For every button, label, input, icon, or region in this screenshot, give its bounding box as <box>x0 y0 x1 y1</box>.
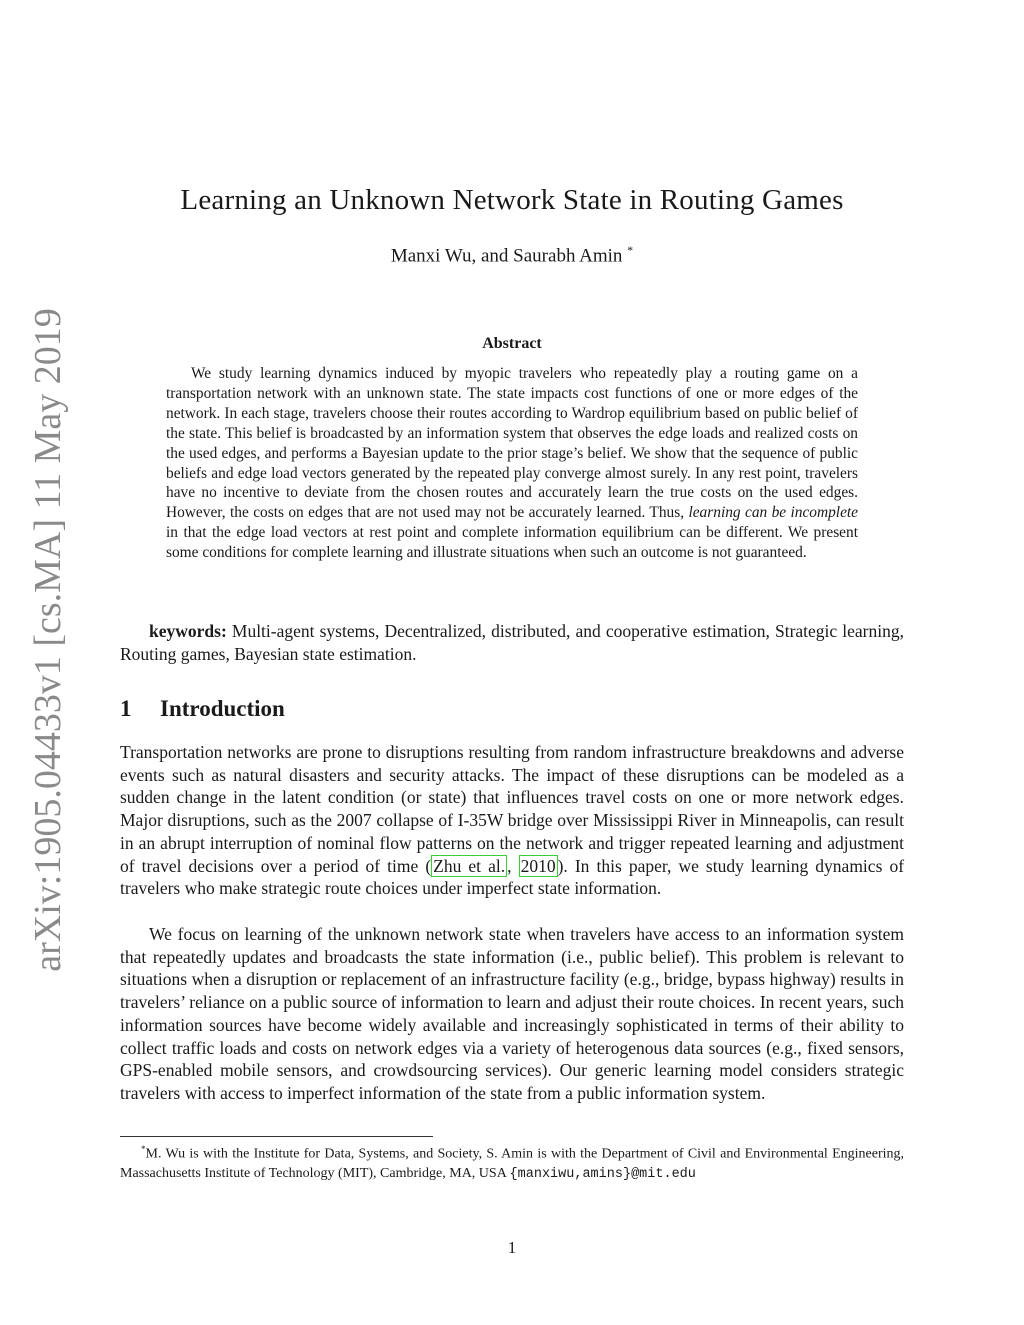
footnote-email[interactable]: {manxiwu,amins}@mit.edu <box>509 1166 696 1182</box>
section-heading-introduction <box>120 696 285 722</box>
footnote <box>120 1140 904 1184</box>
citation-link-author[interactable]: Zhu et al. <box>433 855 506 876</box>
keywords-paragraph <box>120 620 904 666</box>
paper-title: Learning an Unknown Network State in Routing Games <box>180 184 844 216</box>
intro-p1-text-end: ). In this paper, we study learning dynamics of travelers who make strategic route choices under imperfect state information. <box>120 855 905 899</box>
abstract-emphasis: learning can be incomplete <box>688 504 859 522</box>
citation-link-year[interactable]: 2010 <box>520 855 556 876</box>
author-line <box>120 243 904 267</box>
abstract-heading: Abstract <box>482 335 542 352</box>
abstract-body <box>166 364 858 563</box>
intro-paragraph-1: Transportation networks are prone to disruptions resulting from random infrastructure breakdowns and adverse events such as natural disasters and security attacks. The impact of these disruptions can be modeled as a sudden change in the latent condition (or state) that influences travel costs on one or more network edges. Major disruptions, such as the 2007 collapse of I-35W bridge over Mississippi River in Minneapolis, can result in an abrupt interruption of nominal flow patterns on the network and trigger repeated learning and adjustment of travel decisions over a period of time ( Zhu et al. , 2010 ). In this paper, we study learning dynamics of travelers who make strategic route choices under imperfect state information. <box>120 742 905 899</box>
abstract-text-start: We study learning dynamics induced by myopic travelers who repeatedly play a routing game on a transportation network with an unknown state. The state impacts cost functions of one or more edges of the network. In each stage, travelers choose their routes according to Wardrop equilibrium based on public belief of the state. This belief is broadcasted by an information system that observes the edge loads and realized costs on the used edges, and performs a Bayesian update to the prior stage’s belief. We show that the sequence of public beliefs and edge load vectors generated by the repeated play converge almost surely. In any rest point, travelers have no incentive to deviate from the chosen routes and accurately learn the true costs on the used edges. However, the costs on edges that are not used may not be accurately learned. Thus, <box>166 365 858 522</box>
section-number: 1 <box>120 696 132 721</box>
arxiv-stamp <box>18 308 78 972</box>
arxiv-identifier[interactable]: arXiv:1905.04433v1 [cs.MA] 11 May 2019 <box>27 308 69 972</box>
intro-p1-text-start: Transportation networks are prone to disruptions resulting from random infrastructure breakdowns and adverse events such as natural disasters and security attacks. The impact of these disruptions can be modeled as a sudden change in the latent condition (or state) that influences travel costs on one or more network edges. Major disruptions, such as the 2007 collapse of I-35W bridge over Mississippi River in Minneapolis, can result in an abrupt interruption of nominal flow patterns on the network and trigger repeated learning and adjustment of travel decisions over a period of time ( <box>120 742 904 876</box>
footnote-divider <box>120 1136 433 1137</box>
page-number: 1 <box>507 1238 517 1257</box>
abstract-text-end: in that the edge load vectors at rest point and complete information equilibrium can be different. We present some conditions for complete learning and illustrate situations when such an outcome is not guaranteed. <box>166 524 858 562</box>
footnote-text: M. Wu is with the Institute for Data, Systems, and Society, S. Amin is with the Department of Civil and Environmental Engineering, Massachusetts Institute of Technology (MIT), Cambridge, MA, USA <box>120 1146 904 1181</box>
keywords-text: Multi-agent systems, Decentralized, distributed, and cooperative estimation, Strategic learning, Routing games, Bayesian state estimation. <box>120 621 904 664</box>
section-title: Introduction <box>160 696 285 721</box>
footnote-marker: * <box>141 1144 146 1154</box>
author-names: Manxi Wu, and Saurabh Amin <box>390 245 623 267</box>
author-footnote-marker[interactable]: * <box>627 243 634 257</box>
intro-paragraph-2: We focus on learning of the unknown network state when travelers have access to an information system that repeatedly updates and broadcasts the state information (i.e., public belief). This problem is relevant to situations when a disruption or replacement of an infrastructure facility (e.g., bridge, bypass highway) results in travelers’ reliance on a public source of information to learn and adjust their route choices. In recent years, such information sources have become widely available and increasingly sophisticated in terms of their ability to collect traffic loads and costs on network edges via a variety of heterogenous data sources (e.g., fixed sensors, GPS-enabled mobile sensors, and crowdsourcing services). Our generic learning model considers strategic travelers with access to imperfect information of the state from a public information system. <box>120 924 904 1103</box>
keywords-label: keywords: <box>149 621 227 641</box>
